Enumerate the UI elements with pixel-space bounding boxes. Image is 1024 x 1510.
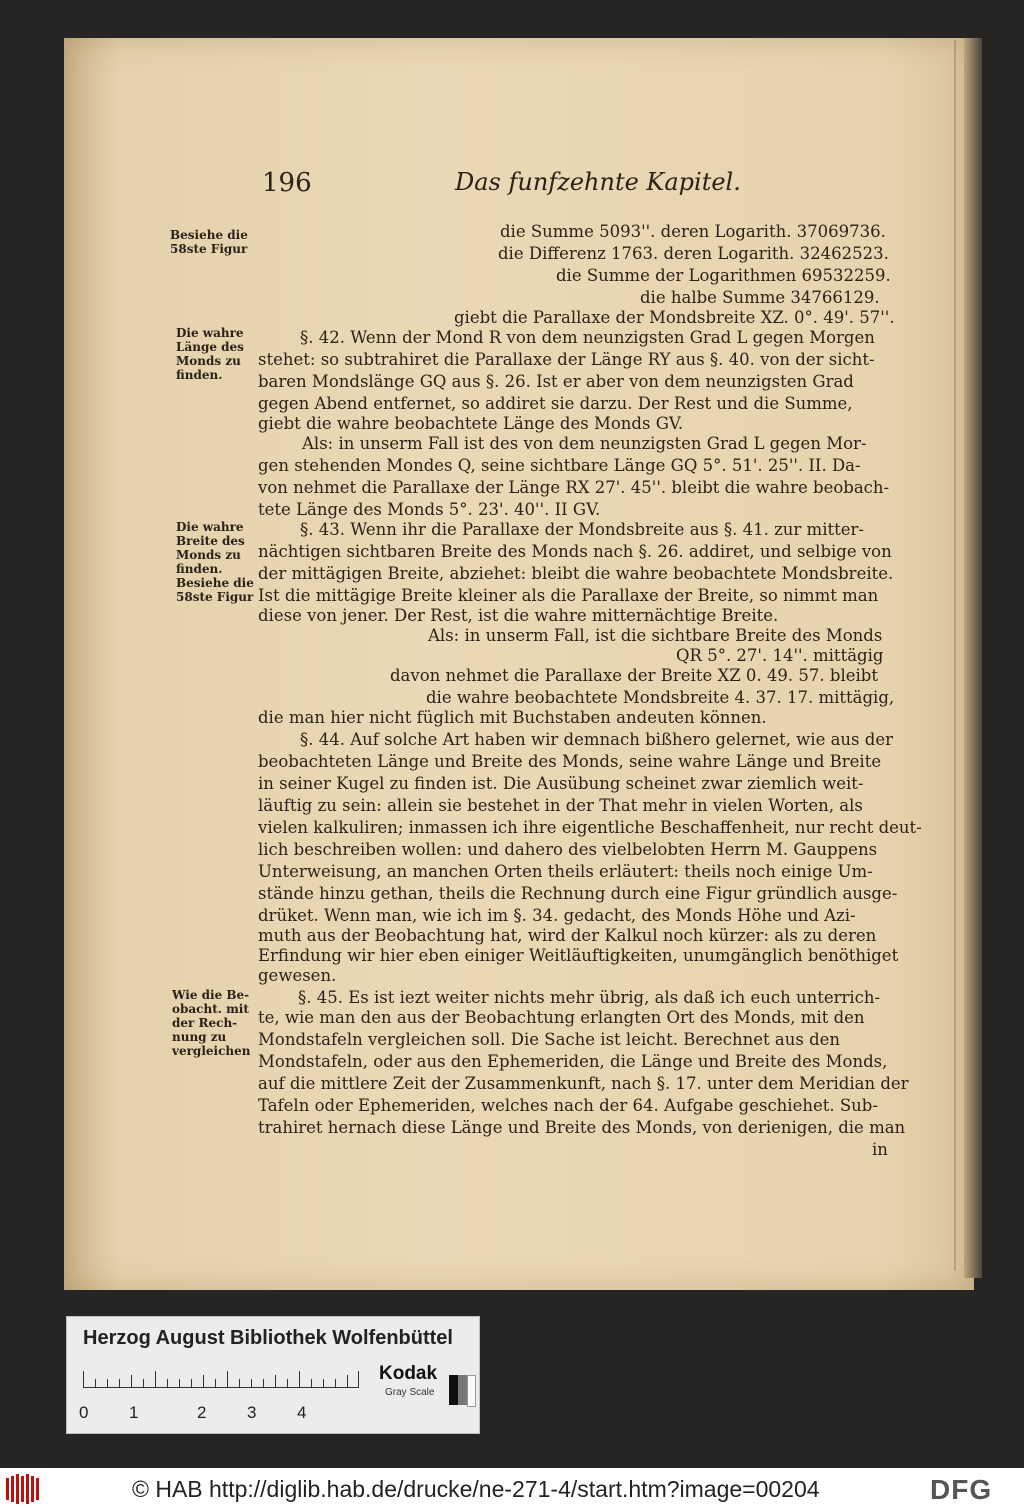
text-line: baren Mondslänge GQ aus §. 26. Ist er aber von dem neunzigsten Grad (258, 372, 854, 391)
margin-note-line: Breite des (176, 534, 245, 548)
ruler-tick (287, 1379, 288, 1387)
text-line: Erfindung wir hier eben einiger Weitläuftigkeiten, unumgänglich benöthiget (258, 946, 899, 965)
ruler-tick (335, 1379, 336, 1387)
text-line: gewesen. (258, 966, 337, 985)
text-line: Mondstafeln vergleichen soll. Die Sache ist leicht. Berechnet aus den (258, 1030, 841, 1049)
ruler-tick (191, 1379, 192, 1387)
text-line: auf die mittlere Zeit der Zusammenkunft, nach §. 17. unter dem Meridian der (258, 1074, 909, 1093)
page-number: 196 (262, 168, 312, 198)
ruler-number: 4 (297, 1403, 307, 1422)
text-line: lich beschreiben wollen: und dahero des vielbelobten Herrn M. Gauppens (258, 840, 878, 859)
margin-note-line: Wie die Be- (172, 988, 250, 1002)
text-line: tete Länge des Monds 5°. 23'. 40''. II GV. (258, 500, 601, 519)
ruler-number: 3 (247, 1403, 257, 1422)
text-line: drüket. Wenn man, wie ich im §. 34. gedacht, des Monds Höhe und Azi- (258, 906, 856, 925)
ruler-tick (215, 1379, 216, 1387)
copyright-url[interactable]: © HAB http://diglib.hab.de/drucke/ne-271-4/start.htm?image=00204 (132, 1476, 820, 1502)
margin-note-4 (172, 988, 270, 1058)
ruler-tick (143, 1379, 144, 1387)
margin-note-line: Besiehe die (170, 228, 248, 242)
margin-note-line: 58ste Figur (176, 590, 254, 604)
text-line: §. 43. Wenn ihr die Parallaxe der Mondsbreite aus §. 41. zur mitter- (300, 520, 864, 539)
text-line: Unterweisung, an manchen Orten theils erläutert: theils noch einige Um- (258, 862, 873, 881)
text-line: die Summe 5093''. deren Logarith. 37069736. (500, 222, 886, 241)
text-line: nächtigen sichtbaren Breite des Monds nach §. 26. addiret, und selbige von (258, 542, 892, 561)
text-line: giebt die Parallaxe der Mondsbreite XZ. 0°. 49'. 57''. (454, 308, 895, 327)
text-line: giebt die wahre beobachtete Länge des Monds GV. (258, 414, 684, 433)
text-line: der mittägigen Breite, abziehet: bleibt die wahre beobachtete Mondsbreite. (258, 564, 894, 583)
ruler-tick (167, 1379, 168, 1387)
text-line: Ist die mittägige Breite kleiner als die Parallaxe der Breite, so nimmt man (258, 586, 879, 605)
ruler-number: 1 (129, 1403, 139, 1422)
gray-swatch (458, 1375, 467, 1405)
ruler-tick (227, 1371, 228, 1387)
text-line: trahiret hernach diese Länge und Breite des Monds, von derienigen, die man (258, 1118, 906, 1137)
text-line: davon nehmet die Parallaxe der Breite XZ 0. 49. 57. bleibt (390, 666, 878, 685)
ruler-tick (179, 1379, 180, 1387)
text-line: die Summe der Logarithmen 69532259. (556, 266, 891, 285)
ruler-tick (203, 1375, 204, 1387)
footer-bar (0, 1468, 1024, 1510)
margin-note-line: Länge des (176, 340, 244, 354)
text-line: muth aus der Beobachtung hat, wird der Kalkul noch kürzer: als zu deren (258, 926, 877, 945)
margin-note-line: Die wahre (176, 326, 244, 340)
ruler-tick (83, 1371, 84, 1387)
margin-note-1 (170, 228, 268, 256)
library-label (66, 1316, 480, 1434)
ruler-tick (95, 1379, 96, 1387)
text-line: §. 45. Es ist iezt weiter nichts mehr übrig, als daß ich euch unterrich- (298, 988, 881, 1007)
ruler-tick (119, 1379, 120, 1387)
text-line: §. 44. Auf solche Art haben wir demnach bißhero gelernet, wie aus der (300, 730, 893, 749)
page-edge (964, 38, 982, 1278)
margin-note-line: Monds zu (176, 354, 241, 368)
text-line: Tafeln oder Ephemeriden, welches nach der 64. Aufgabe geschiehet. Sub- (258, 1096, 878, 1115)
ruler-tick (251, 1379, 252, 1387)
ruler-number: 2 (197, 1403, 207, 1422)
margin-note-line: finden. (176, 562, 223, 576)
text-line: die wahre beobachtete Mondsbreite 4. 37. 17. mittägig, (426, 688, 895, 707)
text-line: stände hinzu gethan, theils die Rechnung durch eine Figur gründlich ausge- (258, 884, 898, 903)
text-line: Mondstafeln, oder aus den Ephemeriden, die Länge und Breite des Monds, (258, 1052, 888, 1071)
running-title: Das funfzehnte Kapitel. (455, 168, 741, 196)
margin-note-line: der Rech- (172, 1016, 238, 1030)
ruler-tick (263, 1379, 264, 1387)
ruler-tick (131, 1375, 132, 1387)
text-line: QR 5°. 27'. 14''. mittägig (676, 646, 884, 665)
text-line: gen stehenden Mondes Q, seine sichtbare Länge GQ 5°. 51'. 25''. II. Da- (258, 456, 861, 475)
ruler-number: 0 (79, 1403, 89, 1422)
margin-note-line: Besiehe die (176, 576, 254, 590)
text-line: die man hier nicht füglich mit Buchstaben andeuten können. (258, 708, 767, 727)
gray-scale-caption: Gray Scale (385, 1387, 435, 1398)
text-line: die halbe Summe 34766129. (640, 288, 880, 307)
ruler-tick (311, 1379, 312, 1387)
margin-note-line: 58ste Figur (170, 242, 248, 256)
library-label-title: Herzog August Bibliothek Wolfenbüttel (83, 1327, 453, 1349)
margin-note-line: obacht. mit (172, 1002, 249, 1016)
ruler-tick (155, 1371, 156, 1387)
ruler-tick (107, 1379, 108, 1387)
ruler-tick (347, 1375, 348, 1387)
text-line: die Differenz 1763. deren Logarith. 32462523. (498, 244, 889, 263)
margin-note-line: Die wahre (176, 520, 244, 534)
dfg-logo: DFG (930, 1474, 993, 1505)
text-line: stehet: so subtrahiret die Parallaxe der Länge RY aus §. 40. von der sicht- (258, 350, 875, 369)
text-line: vielen kalkuliren; inmassen ich ihre eigentliche Beschaffenheit, nur recht deut- (258, 818, 922, 837)
gray-swatch (467, 1375, 476, 1407)
ruler-tick (275, 1375, 276, 1387)
margin-note-line: Monds zu (176, 548, 241, 562)
text-line: gegen Abend entfernet, so addiret sie darzu. Der Rest und die Summe, (258, 394, 853, 413)
hab-logo-icon (6, 1474, 40, 1504)
text-line: diese von jener. Der Rest, ist die wahre mitternächtige Breite. (258, 606, 779, 625)
text-line: te, wie man den aus der Beobachtung erlangten Ort des Monds, mit den (258, 1008, 865, 1027)
ruler-tick (299, 1371, 300, 1387)
margin-note-line: vergleichen (172, 1044, 251, 1058)
ruler-tick (323, 1379, 324, 1387)
kodak-brand: Kodak (379, 1363, 438, 1384)
margin-note-line: nung zu (172, 1030, 227, 1044)
text-line: §. 42. Wenn der Mond R von dem neunzigsten Grad L gegen Morgen (300, 328, 875, 347)
ruler-tick (358, 1371, 359, 1387)
text-line: beobachteten Länge und Breite des Monds, seine wahre Länge und Breite (258, 752, 882, 771)
page-fold (954, 40, 956, 1270)
text-line: Als: in unserm Fall, ist die sichtbare Breite des Monds (428, 626, 883, 645)
margin-note-line: finden. (176, 368, 223, 382)
text-line: läuftig zu sein: allein sie bestehet in der That mehr in vielen Worten, als (258, 796, 863, 815)
text-line: Als: in unserm Fall ist des von dem neunzigsten Grad L gegen Mor- (302, 434, 867, 453)
catchword: in (872, 1140, 888, 1159)
text-line: in seiner Kugel zu finden ist. Die Ausübung scheinet zwar ziemlich weit- (258, 774, 864, 793)
ruler (83, 1371, 359, 1388)
text-line: von nehmet die Parallaxe der Länge RX 27'. 45''. bleibt die wahre beobach- (258, 478, 890, 497)
ruler-tick (239, 1379, 240, 1387)
gray-swatch (449, 1375, 458, 1405)
